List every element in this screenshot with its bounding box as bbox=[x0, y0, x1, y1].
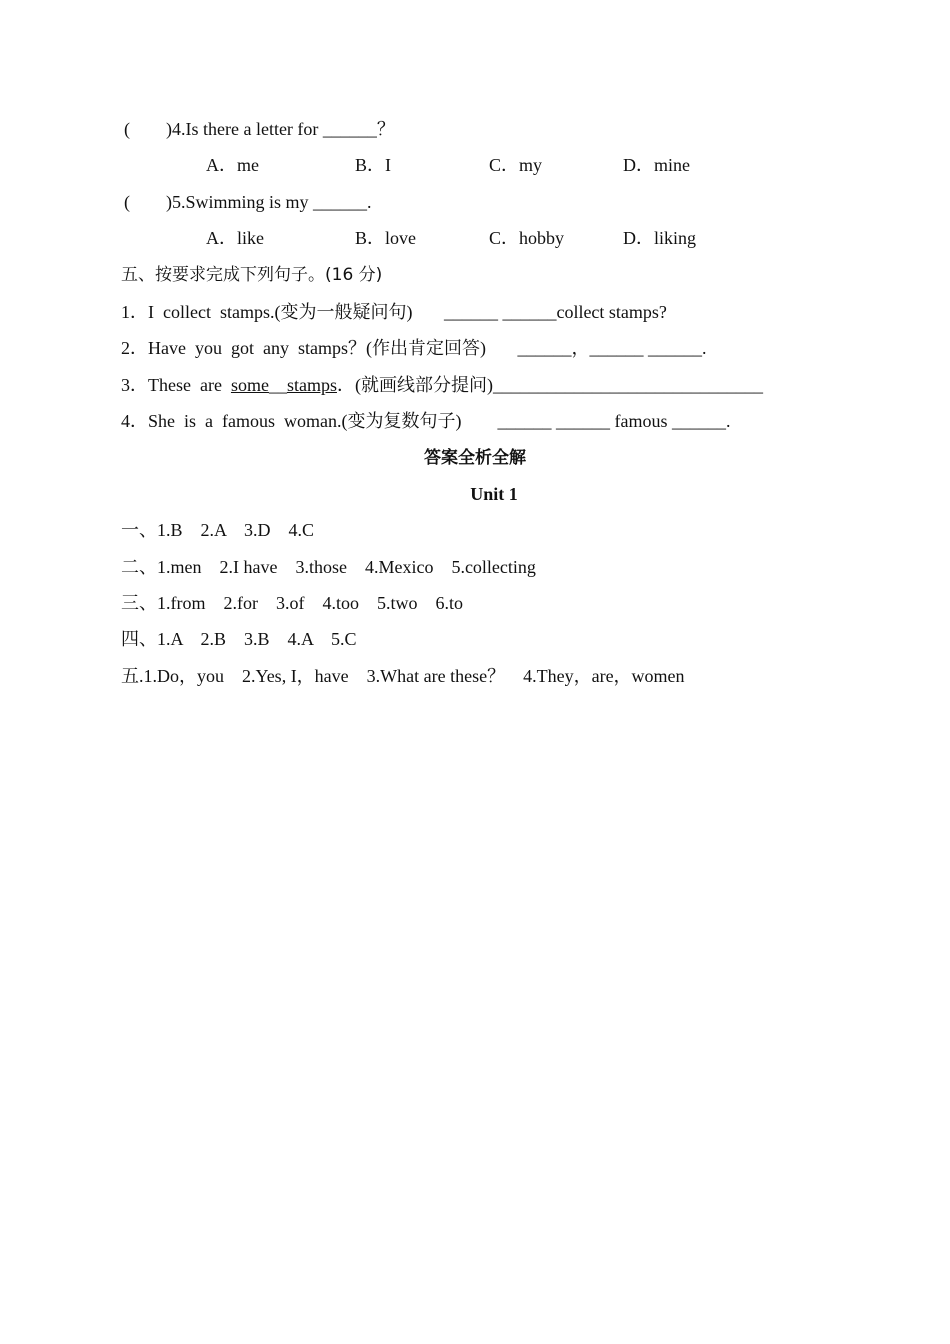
answers-row-4: 四、1.A 2.B 3.B 4.A 5.C bbox=[121, 629, 357, 649]
section-5-item-3-underlined-some: some bbox=[230, 375, 269, 395]
answers-title: 答案全析全解 bbox=[424, 448, 526, 468]
answers-row-3: 三、1.from 2.for 3.of 4.too 5.two 6.to bbox=[121, 593, 463, 613]
section-5-item-3-suffix: ．(就画线部分提问)______________________________ bbox=[336, 375, 763, 395]
question-5-option-c: C．hobby bbox=[489, 228, 565, 248]
question-5-option-a: A．like bbox=[206, 228, 264, 248]
question-5-option-d: D．liking bbox=[623, 228, 697, 248]
section-5-item-1: 1．I collect stamps.(变为一般疑问句) ______ ______collect stamps? bbox=[121, 302, 667, 322]
answers-row-5: 五.1.Do，you 2.Yes, I，have 3.What are these？ 4.They，are，women bbox=[121, 666, 685, 686]
question-4-option-d: D．mine bbox=[623, 155, 690, 175]
answers-row-1: 一、1.B 2.A 3.D 4.C bbox=[121, 520, 315, 540]
answers-unit: Unit 1 bbox=[470, 484, 518, 504]
section-5-item-4: 4．She is a famous woman.(变为复数句子) ______ ______ famous ______. bbox=[121, 411, 731, 431]
section-5-item-3 bbox=[121, 374, 763, 396]
question-4-option-c: C．my bbox=[489, 155, 543, 175]
question-4-option-b: B．I bbox=[355, 155, 391, 175]
section-5-item-3-underlined-stamps: stamps bbox=[286, 375, 337, 395]
section-5-item-3-gap: __ bbox=[268, 375, 287, 395]
question-4-text: ( )4.Is there a letter for ______？ bbox=[124, 119, 395, 139]
section-5-item-3-prefix: 3．These are bbox=[121, 375, 231, 395]
question-5-text: ( )5.Swimming is my ______. bbox=[124, 192, 372, 212]
section-5-item-2: 2．Have you got any stamps？(作出肯定回答) ______，______ ______. bbox=[121, 338, 707, 358]
question-4-option-a: A．me bbox=[206, 155, 259, 175]
section-5-heading: 五、按要求完成下列句子。(16 分) bbox=[121, 265, 383, 285]
question-5-option-b: B．love bbox=[355, 228, 416, 248]
answers-row-2: 二、1.men 2.I have 3.those 4.Mexico 5.collecting bbox=[121, 557, 536, 577]
